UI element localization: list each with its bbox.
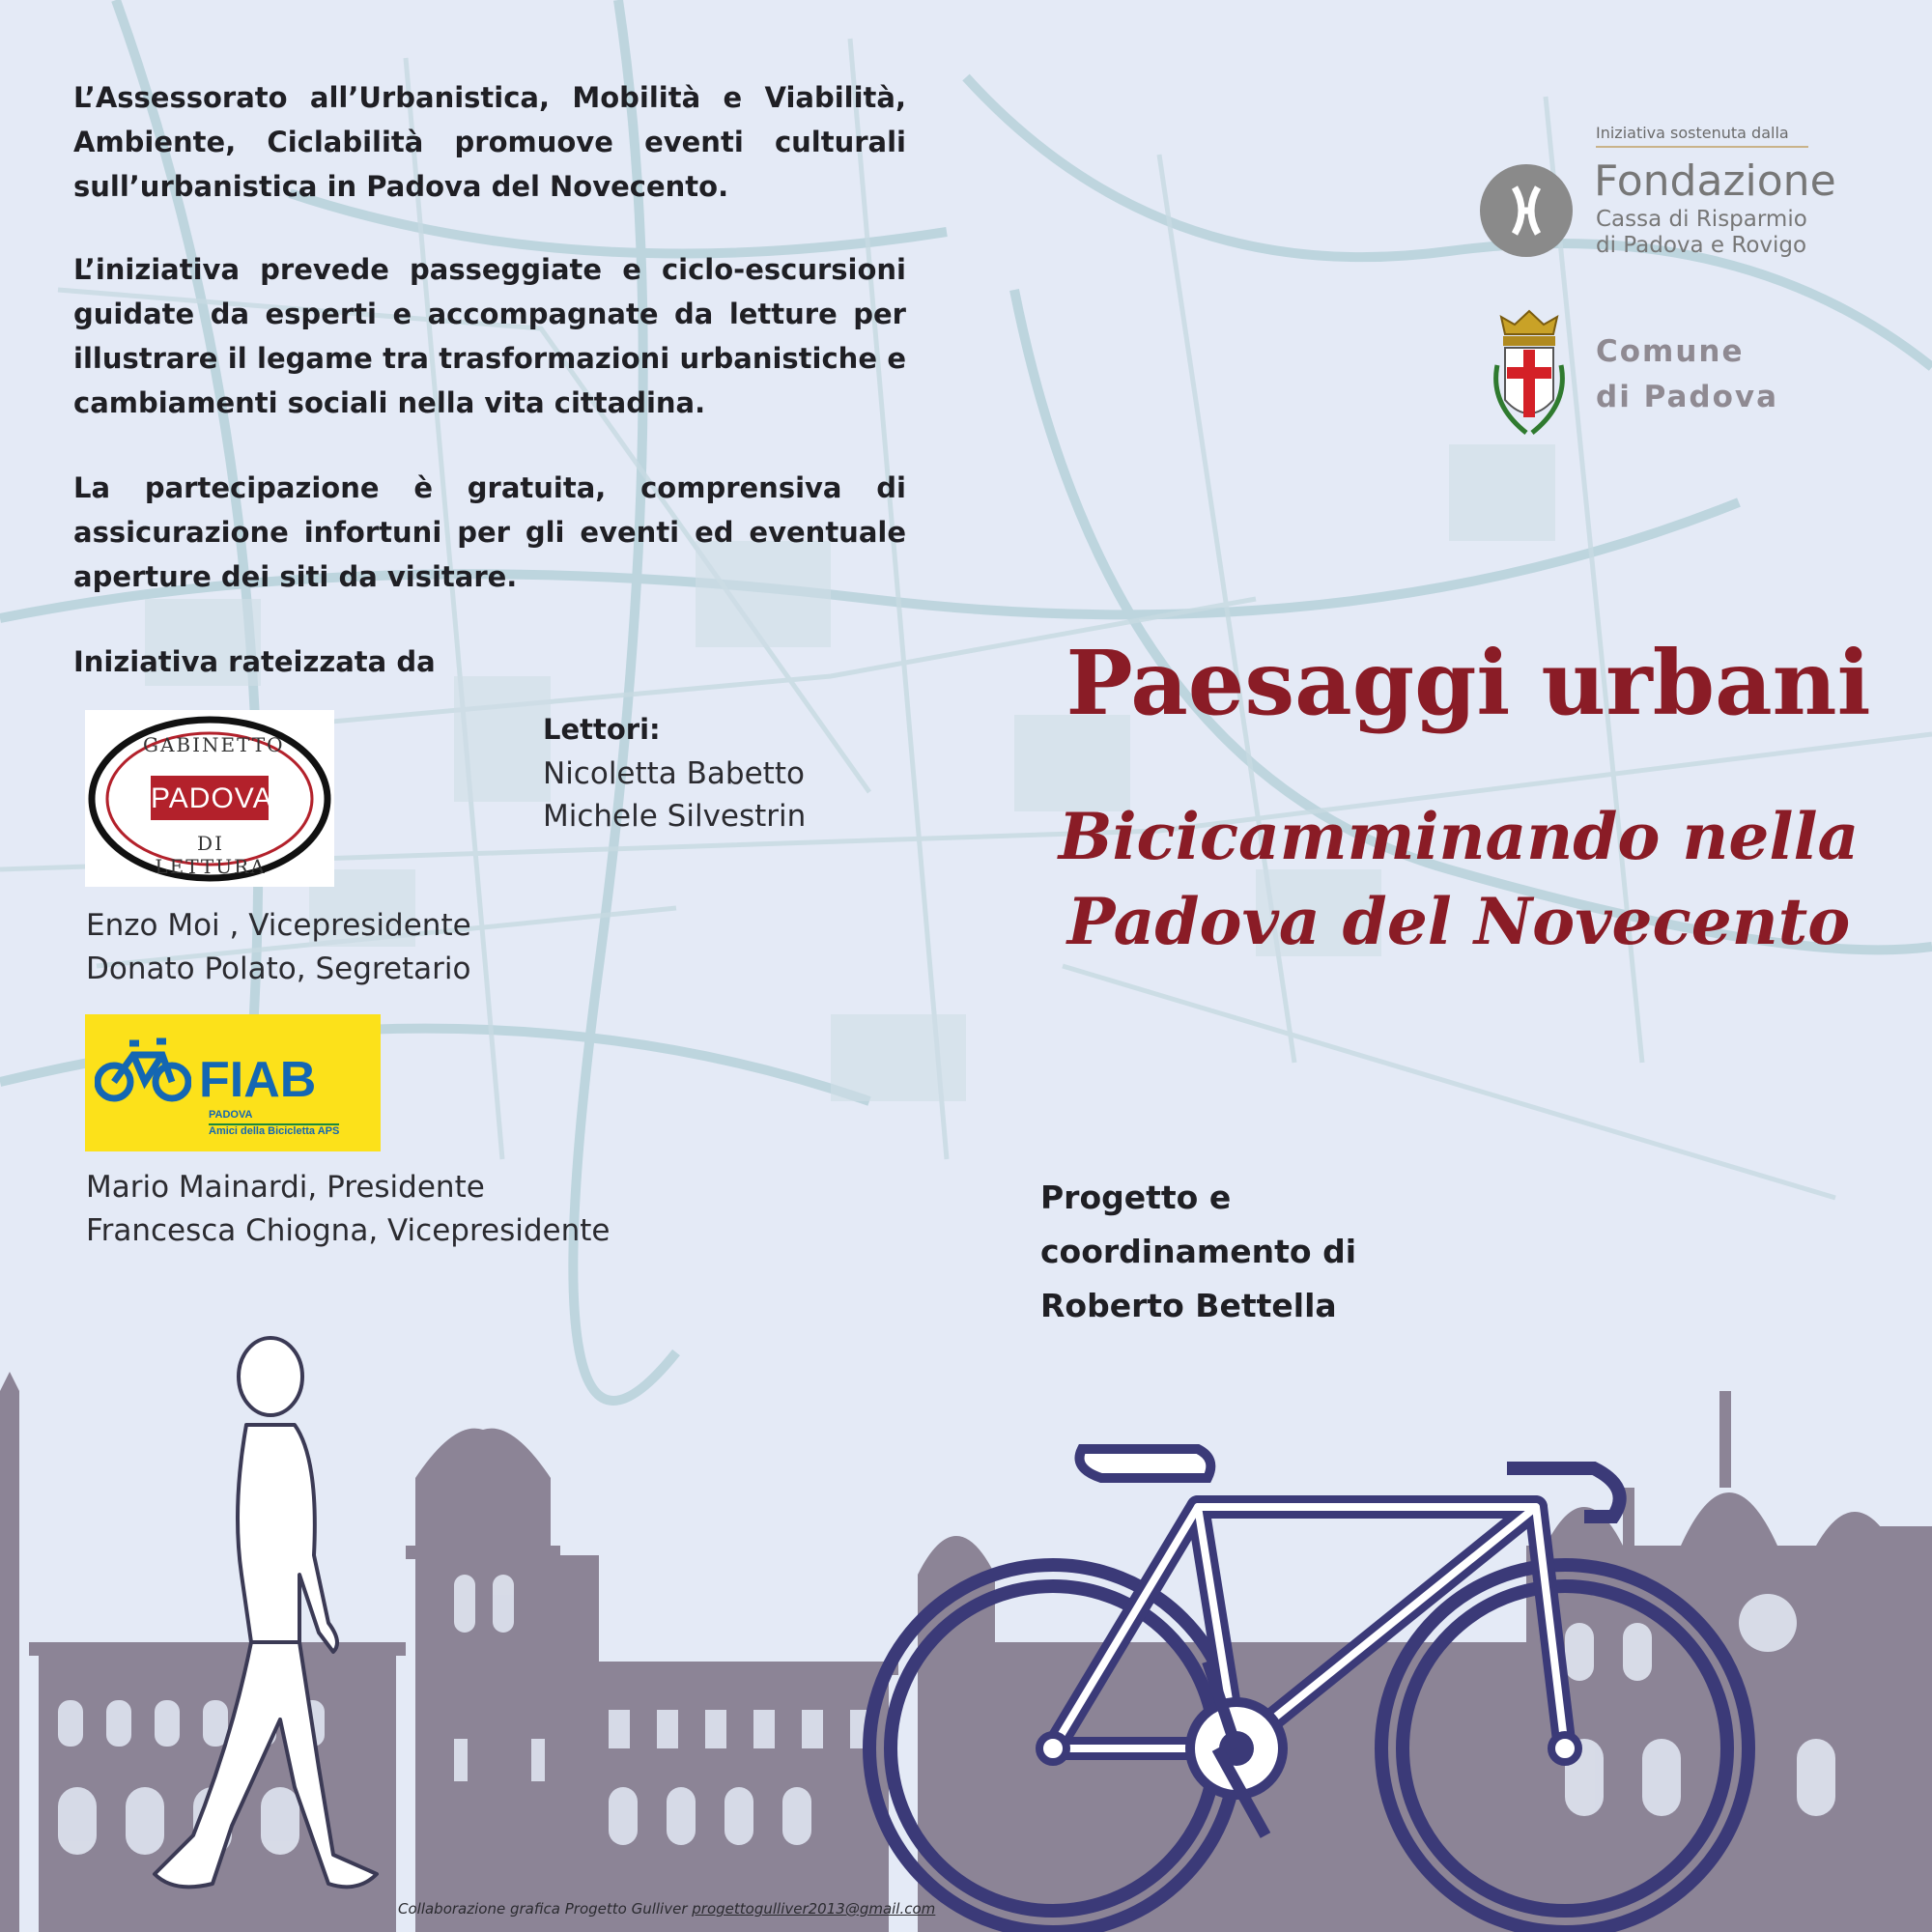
- gabinetto-person-2: Donato Polato, Segretario: [86, 952, 471, 986]
- fiab-person-1: Mario Mainardi, Presidente: [86, 1170, 485, 1205]
- subtitle-line-2: Padova del Novecento: [1066, 884, 1851, 959]
- fiab-logo: [85, 1014, 381, 1151]
- walking-person-illustration: [87, 1333, 396, 1932]
- project-credit: [1040, 1171, 1356, 1333]
- intro-paragraph-2: L’iniziativa prevede passeggiate e ciclo-escursioni guidate da esperti e accompagnate da letture per illustrare il legame tra trasformazioni urbanistiche e cambiamenti sociali nella vita cittadina.: [73, 253, 906, 419]
- padova-coat-of-arms-icon: [1488, 307, 1571, 446]
- fiab-logo-city: PADOVA: [209, 1109, 253, 1121]
- intro-paragraph-3: La partecipazione è gratuita, comprensiva di assicurazione infortuni per gli eventi ed eventuale aperture dei siti da visitare.: [73, 471, 906, 593]
- fiab-logo-name: FIAB: [199, 1052, 317, 1108]
- sponsor-line-1: Cassa di Risparmio: [1596, 207, 1807, 232]
- main-title: Paesaggi urbani: [1065, 631, 1871, 735]
- fondazione-logo-icon: [1478, 162, 1575, 259]
- bicycle-illustration: [850, 1430, 1874, 1932]
- readers-label: Lettori:: [543, 713, 661, 746]
- intro-paragraph-1: L’Assessorato all’Urbanistica, Mobilità e Viabilità, Ambiente, Ciclabilità promuove eventi culturali sull’urbanistica in Padova del Novecento.: [73, 81, 906, 203]
- fiab-person-2: Francesca Chiogna, Vicepresidente: [86, 1213, 611, 1248]
- subtitle-line-1: Bicicamminando nella: [1058, 799, 1860, 874]
- sponsor-line-2: di Padova e Rovigo: [1596, 233, 1807, 258]
- project-line-1: Progetto e: [1040, 1179, 1232, 1216]
- fiab-bicycle-icon: [95, 1028, 191, 1105]
- reader-name-2: Michele Silvestrin: [543, 799, 807, 834]
- comune-line-2: di Padova: [1596, 380, 1779, 414]
- gabinetto-logo-bottom-text: DI LETTURA: [155, 832, 267, 878]
- footer-credit: [398, 1900, 935, 1918]
- reader-name-1: Nicoletta Babetto: [543, 756, 805, 791]
- footer-credit-text: Collaborazione grafica Progetto Gulliver: [398, 1900, 688, 1918]
- comune-line-1: Comune: [1596, 334, 1745, 369]
- sponsor-name: Fondazione: [1594, 156, 1836, 206]
- footer-email-link[interactable]: progettogulliver2013@gmail.com: [692, 1900, 936, 1918]
- sponsor-supported-by: Iniziativa sostenuta dalla: [1596, 124, 1808, 148]
- project-line-3: Roberto Bettella: [1040, 1287, 1337, 1324]
- fiab-logo-sub: Amici della Bicicletta APS: [209, 1125, 340, 1137]
- gabinetto-di-lettura-logo: [85, 710, 334, 887]
- project-line-2: coordinamento di: [1040, 1233, 1357, 1270]
- gabinetto-logo-top-text: GABINETTO: [143, 733, 285, 756]
- gabinetto-logo-center-text: PADOVA: [151, 782, 273, 814]
- organized-by-label: Iniziativa rateizzata da: [73, 645, 436, 678]
- gabinetto-person-1: Enzo Moi , Vicepresidente: [86, 908, 471, 943]
